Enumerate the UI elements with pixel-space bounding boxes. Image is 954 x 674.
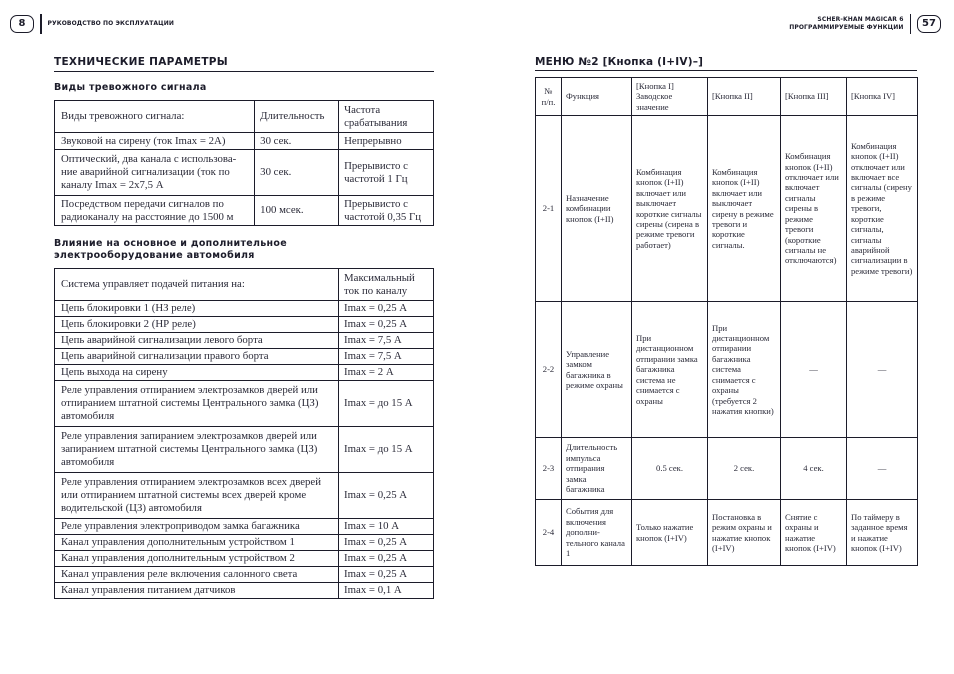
- table-cell: Длительность импульса отпирания замка багажника: [562, 438, 632, 500]
- left-column: [54, 56, 434, 599]
- table-cell: 100 мсек.: [255, 196, 339, 226]
- table-cell: Imax = 7,5 А: [339, 349, 434, 365]
- table-row: [55, 551, 434, 567]
- table-cell: 2 сек.: [708, 438, 781, 500]
- table-cell: 4 сек.: [781, 438, 847, 500]
- table-row: [55, 349, 434, 365]
- table-cell: 30 сек.: [255, 150, 339, 196]
- table-header-cell: Виды тревожного сигнала:: [55, 101, 255, 133]
- table-cell: Реле управления отпиранием электрозамков всех дверей или отпиранием штатной системы всех дверей кроме водительской (ЦЗ) автомобиля: [55, 473, 339, 519]
- table-cell: Прерывисто с частотой 1 Гц: [339, 150, 434, 196]
- table-row: [55, 473, 434, 519]
- table-cell: Комбинация кнопок (I+II) включает или выключает короткие сигналы сирены (сирена в режиме тревоги работает): [632, 116, 708, 302]
- table-cell: Imax = 0,1 А: [339, 583, 434, 599]
- table-cell: Imax = 10 А: [339, 519, 434, 535]
- table-cell: Цепь блокировки 1 (НЗ реле): [55, 301, 339, 317]
- table-row: [55, 583, 434, 599]
- table-row: [55, 301, 434, 317]
- table-row: [55, 567, 434, 583]
- table-cell: Только нажатие кнопок (I+IV): [632, 500, 708, 566]
- table-cell: Imax = 0,25 А: [339, 535, 434, 551]
- table-cell: Канал управления питанием датчиков: [55, 583, 339, 599]
- table-row: [55, 333, 434, 349]
- table-cell: 2-1: [536, 116, 562, 302]
- table-header-cell: [Кнопка IV]: [847, 78, 918, 116]
- table-cell: Комбинация кнопок (I+II) отключает или включает сигналы сирены в режиме тревоги (короткие сигналы не отключаются): [781, 116, 847, 302]
- table-cell: Постановка в режим охраны и нажатие кнопок (I+IV): [708, 500, 781, 566]
- impact-title-line2: электрооборудование автомобиля: [54, 250, 255, 261]
- table-row: [536, 500, 918, 566]
- table-cell: Комбинация кнопок (I+II) отключает или включает все сигналы (сирену в режиме тревоги, короткие сигналы, сигналы аварийной сигнализации в режиме тревоги): [847, 116, 918, 302]
- table-cell: Реле управления запиранием электрозамков дверей или запиранием штатной системы Центрального замка (ЦЗ) автомобиля: [55, 427, 339, 473]
- table-row: [55, 381, 434, 427]
- table-row: [55, 365, 434, 381]
- menu-2-table: [535, 77, 918, 566]
- table-cell: Imax = 7,5 А: [339, 333, 434, 349]
- table-cell: Прерывисто с частотой 0,35 Гц: [339, 196, 434, 226]
- table-cell: Непрерывно: [339, 133, 434, 150]
- table-row: [55, 519, 434, 535]
- table-header-cell: Частота срабатывания: [339, 101, 434, 133]
- table-cell: Imax = 0,25 А: [339, 301, 434, 317]
- table-cell: При дистанционном отпирании багажника система снимается с охраны (требуется 2 нажатия кнопки): [708, 302, 781, 438]
- table-row: [536, 116, 918, 302]
- table-header-cell: Длительность: [255, 101, 339, 133]
- table-cell: 0.5 сек.: [632, 438, 708, 500]
- section-title: ТЕХНИЧЕСКИЕ ПАРАМЕТРЫ: [54, 56, 434, 72]
- header-left-title: РУКОВОДСТВО ПО ЭКСПЛУАТАЦИИ: [47, 20, 175, 27]
- table-header-row: [55, 101, 434, 133]
- table-cell: Посредством передачи сигналов по радиоканалу на расстояние до 1500 м: [55, 196, 255, 226]
- table-header-cell: Система управляет подачей питания на:: [55, 269, 339, 301]
- impact-table: [54, 268, 434, 599]
- table-cell: 2-3: [536, 438, 562, 500]
- table-row: [55, 196, 434, 226]
- table-cell: Канал управления дополнительным устройством 1: [55, 535, 339, 551]
- table-row: [55, 317, 434, 333]
- table-header-row: [536, 78, 918, 116]
- alarm-types-table: [54, 100, 434, 226]
- table-header-cell: Максимальный ток по каналу: [339, 269, 434, 301]
- alarm-table-title: Виды тревожного сигнала: [54, 82, 207, 93]
- table-row: [55, 150, 434, 196]
- table-cell: События для включения дополни-тельного канала 1: [562, 500, 632, 566]
- table-cell: 2-2: [536, 302, 562, 438]
- table-cell: Снятие с охраны и нажатие кнопок (I+IV): [781, 500, 847, 566]
- table-header-cell: [Кнопка II]: [708, 78, 781, 116]
- header-right-title: [789, 16, 903, 32]
- table-cell: 30 сек.: [255, 133, 339, 150]
- table-cell: Imax = 0,25 А: [339, 567, 434, 583]
- page-number-right: 57: [917, 15, 941, 33]
- table-row: [55, 133, 434, 150]
- table-cell: Imax = до 15 А: [339, 427, 434, 473]
- table-cell: Звуковой на сирену (ток Imax = 2А): [55, 133, 255, 150]
- table-cell: Imax = 2 А: [339, 365, 434, 381]
- table-cell: По таймеру в заданное время и нажатие кнопок (I+IV): [847, 500, 918, 566]
- table-cell: Управление замком багажника в режиме охраны: [562, 302, 632, 438]
- table-cell: Imax = 0,25 А: [339, 473, 434, 519]
- table-cell: 2-4: [536, 500, 562, 566]
- table-cell: Цепь аварийной сигнализации левого борта: [55, 333, 339, 349]
- table-cell: —: [781, 302, 847, 438]
- impact-title-line1: Влияние на основное и дополнительное: [54, 238, 287, 249]
- table-cell: Реле управления отпиранием электрозамков дверей или отпиранием штатной системы Центрального замка (ЦЗ) автомобиля: [55, 381, 339, 427]
- header-right: [789, 14, 941, 34]
- header-divider: [910, 14, 912, 34]
- table-row: [55, 535, 434, 551]
- table-header-row: [55, 269, 434, 301]
- header-right-title-line1: SCHER-KHAN MAGICAR 6: [817, 16, 904, 23]
- table-cell: При дистанционном отпирании замка багажника система не снимается с охраны: [632, 302, 708, 438]
- table-cell: Назначение комбинации кнопок (I+II): [562, 116, 632, 302]
- table-cell: Цепь аварийной сигнализации правого борта: [55, 349, 339, 365]
- table-cell: Комбинация кнопок (I+II) включает или выключает сирену в режиме тревоги и короткие сигналы.: [708, 116, 781, 302]
- table-header-cell: Функция: [562, 78, 632, 116]
- page-number-left: 8: [10, 15, 34, 33]
- table-cell: Imax = 0,25 А: [339, 551, 434, 567]
- table-cell: Цепь блокировки 2 (НР реле): [55, 317, 339, 333]
- table-header-cell: [Кнопка III]: [781, 78, 847, 116]
- table-cell: Цепь выхода на сирену: [55, 365, 339, 381]
- table-cell: Оптический, два канала с использова-ние аварийной сигнализации (ток по каналу Imax = 2х7,5 А: [55, 150, 255, 196]
- header-left: [10, 14, 174, 34]
- table-header-cell: № п/п.: [536, 78, 562, 116]
- table-cell: Канал управления реле включения салонного света: [55, 567, 339, 583]
- table-cell: —: [847, 438, 918, 500]
- header-right-title-line2: ПРОГРАММИРУЕМЫЕ ФУНКЦИИ: [789, 24, 904, 31]
- table-header-cell: [Кнопка I] Заводское значение: [632, 78, 708, 116]
- table-row: [536, 302, 918, 438]
- header-divider: [40, 14, 42, 34]
- table-cell: Imax = до 15 А: [339, 381, 434, 427]
- right-column: [535, 56, 917, 566]
- table-row: [536, 438, 918, 500]
- table-cell: Канал управления дополнительным устройством 2: [55, 551, 339, 567]
- menu-title: МЕНЮ №2 [Кнопка (I+IV)–]: [535, 56, 917, 71]
- table-row: [55, 427, 434, 473]
- table-cell: —: [847, 302, 918, 438]
- impact-table-title: [54, 238, 434, 262]
- table-cell: Imax = 0,25 А: [339, 317, 434, 333]
- table-cell: Реле управления электроприводом замка багажника: [55, 519, 339, 535]
